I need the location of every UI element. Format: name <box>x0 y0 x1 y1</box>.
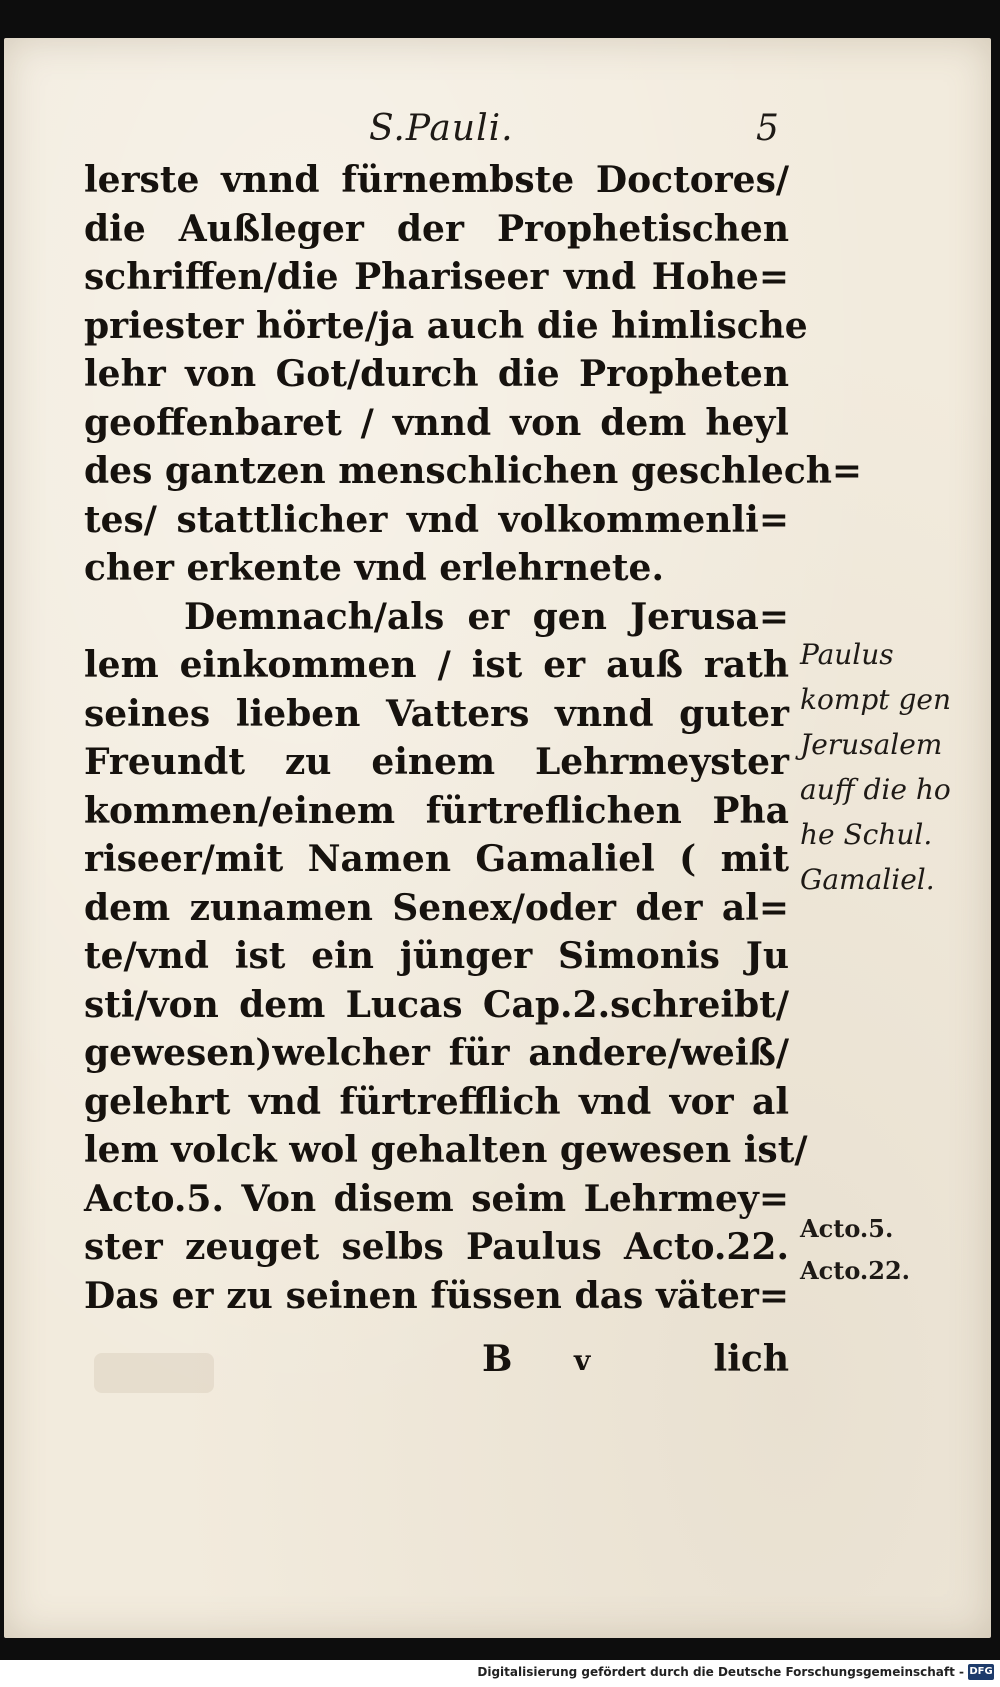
margin-note-line: Gamaliel. <box>800 863 935 896</box>
text-line: tes/ stattlicher vnd volkommenli= <box>84 498 789 541</box>
text-line: dem zunamen Senex/oder der al= <box>84 886 789 929</box>
catchline <box>444 1338 789 1388</box>
text-line: schriffen/die Phariseer vnd Hohe= <box>84 256 789 298</box>
text-line: kommen/einem fürtreflichen Pha <box>84 789 789 832</box>
signature-mark: B <box>482 1338 513 1380</box>
text-line: gewesen)welcher für andere/weiß/ <box>84 1032 789 1074</box>
running-title: S.Pauli. <box>369 108 514 149</box>
signature-number: v <box>574 1344 591 1377</box>
margin-note-line: Jerusalem <box>800 728 943 761</box>
text-line: Das er zu seinen füssen das väter= <box>84 1274 789 1317</box>
book-page <box>4 38 991 1638</box>
text-line: lem volck wol gehalten gewesen ist/ <box>84 1129 808 1171</box>
margin-note-line: Paulus <box>800 638 894 671</box>
margin-note-paulus <box>800 632 951 902</box>
text-line: Demnach/als er gen Jerusa= <box>184 595 789 638</box>
text-line: cher erkente vnd erlehrnete. <box>84 547 664 589</box>
text-line: ster zeuget selbs Paulus Acto.22. <box>84 1226 789 1268</box>
text-line: lem einkommen / ist er auß rath <box>84 644 789 686</box>
text-line: geoffenbaret / vnnd von dem heyl <box>84 401 789 444</box>
text-line: priester hörte/ja auch die himlische <box>84 304 808 347</box>
text-line: gelehrt vnd fürtrefflich vnd vor al <box>84 1080 789 1123</box>
text-line: des gantzen menschlichen geschlech= <box>84 450 863 492</box>
text-line: die Außleger der Prophetischen <box>84 207 789 250</box>
margin-note-acto <box>800 1208 910 1292</box>
page-stain <box>94 1353 214 1393</box>
margin-note-line: kompt gen <box>800 683 951 716</box>
text-line: sti/von dem Lucas Cap.2.schreibt/ <box>84 983 789 1026</box>
dfg-logo-icon: DFG <box>968 1664 994 1680</box>
margin-note-line: Acto.5. <box>800 1214 894 1243</box>
main-text-block <box>84 156 863 1320</box>
footer-bar <box>0 1660 1000 1687</box>
margin-note-line: he Schul. <box>800 818 933 851</box>
margin-note-line: Acto.22. <box>800 1256 911 1285</box>
text-line: seines lieben Vatters vnnd guter <box>84 692 789 735</box>
text-line: lerste vnnd fürnembste Doctores/ <box>84 159 789 201</box>
margin-note-line: auff die ho <box>800 773 951 806</box>
text-line: lehr von Got/durch die Propheten <box>84 353 789 395</box>
running-head <box>4 98 991 148</box>
text-line: riseer/mit Namen Gamaliel ( mit <box>84 838 789 880</box>
text-line: Acto.5. Von disem seim Lehrmey= <box>84 1177 789 1220</box>
footer-credit: Digitalisierung gefördert durch die Deutsche Forschungsgemeinschaft - <box>477 1665 964 1679</box>
text-line: Freundt zu einem Lehrmeyster <box>84 741 789 783</box>
catchword: lich <box>713 1338 789 1380</box>
page-number: 5 <box>756 108 779 149</box>
text-line: te/vnd ist ein jünger Simonis Ju <box>84 935 789 977</box>
